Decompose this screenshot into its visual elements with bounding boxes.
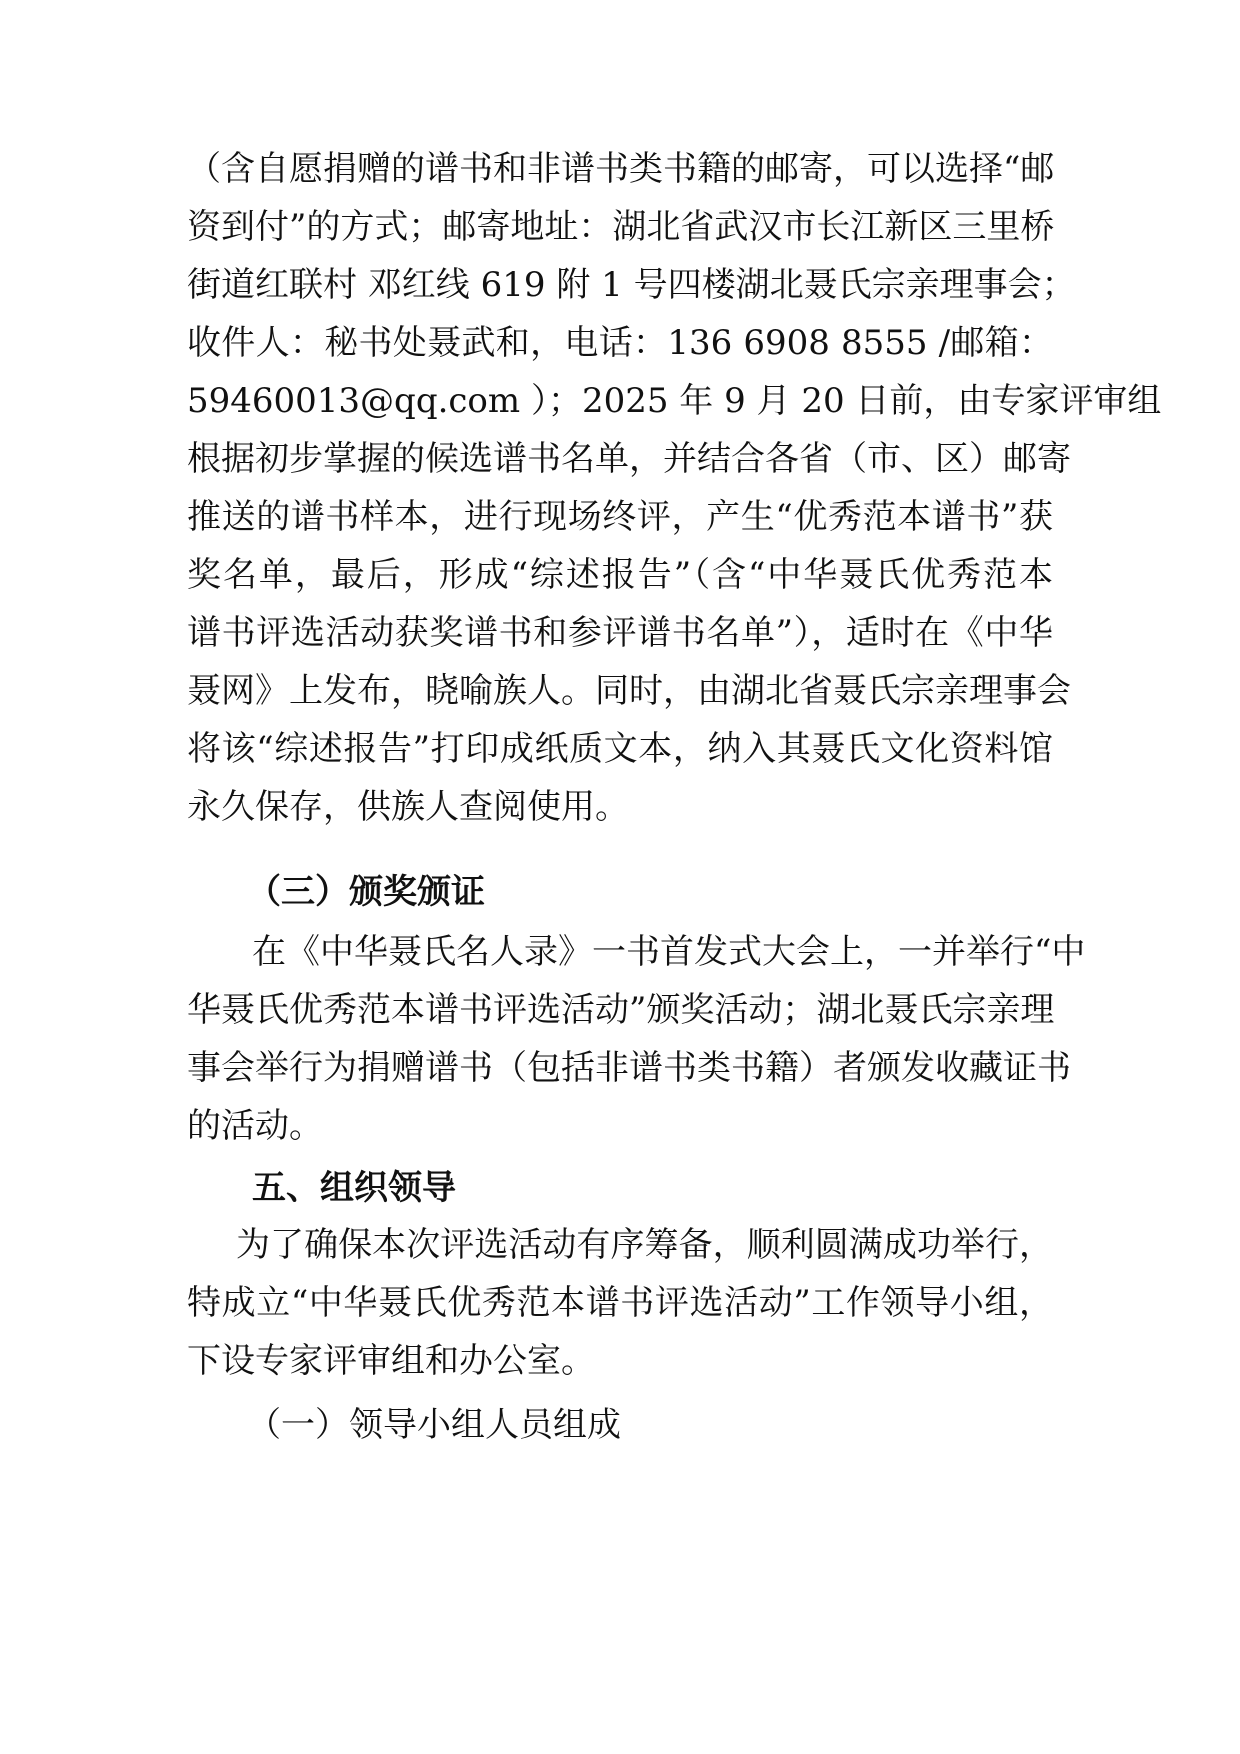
paragraph-line: 推送的谱书样本，进行现场终评，产生“优秀范本谱书”获 (187, 497, 1053, 537)
paragraph-line: 永久保存，供族人查阅使用。 (187, 787, 629, 827)
paragraph-line: 特成立“中华聂氏优秀范本谱书评选活动”工作领导小组， (187, 1283, 1053, 1323)
paragraph-line: 下设专家评审组和办公室。 (187, 1341, 595, 1381)
paragraph-line: 根据初步掌握的候选谱书名单，并结合各省（市、区）邮寄 (187, 439, 1071, 479)
paragraph-line: 将该“综述报告”打印成纸质文本，纳入其聂氏文化资料馆 (187, 729, 1053, 769)
subsection-heading-leadership: （一）领导小组人员组成 (247, 1405, 621, 1445)
paragraph-line: 聂网》上发布，晓喻族人。同时，由湖北省聂氏宗亲理事会 (187, 671, 1071, 711)
section-heading-award: （三）颁奖颁证 (247, 872, 485, 912)
paragraph-line: 59460013@qq.com ）；2025 年 9 月 20 日前，由专家评审组 (187, 381, 1162, 421)
paragraph-line: 奖名单，最后，形成“综述报告”（含“中华聂氏优秀范本 (187, 555, 1053, 595)
paragraph-line: 谱书评选活动获奖谱书和参评谱书名单”），适时在《中华 (187, 613, 1053, 653)
paragraph-line: 的活动。 (187, 1106, 323, 1146)
paragraph-line: 为了确保本次评选活动有序筹备，顺利圆满成功举行， (236, 1225, 1053, 1265)
paragraph-line: 华聂氏优秀范本谱书评选活动”颁奖活动；湖北聂氏宗亲理 (187, 990, 1055, 1030)
paragraph-line: 在《中华聂氏名人录》一书首发式大会上，一并举行“中 (252, 932, 1086, 972)
section-heading-organization: 五、组织领导 (252, 1168, 456, 1208)
paragraph-line: 收件人：秘书处聂武和，电话：136 6908 8555 /邮箱： (187, 323, 1053, 363)
paragraph-line: 街道红联村 邓红线 619 附 1 号四楼湖北聂氏宗亲理事会； (187, 265, 1076, 305)
paragraph-line: （含自愿捐赠的谱书和非谱书类书籍的邮寄，可以选择“邮 (187, 149, 1055, 189)
paragraph-line: 事会举行为捐赠谱书（包括非谱书类书籍）者颁发收藏证书 (187, 1048, 1071, 1088)
paragraph-line: 资到付”的方式；邮寄地址：湖北省武汉市长江新区三里桥 (187, 207, 1055, 247)
